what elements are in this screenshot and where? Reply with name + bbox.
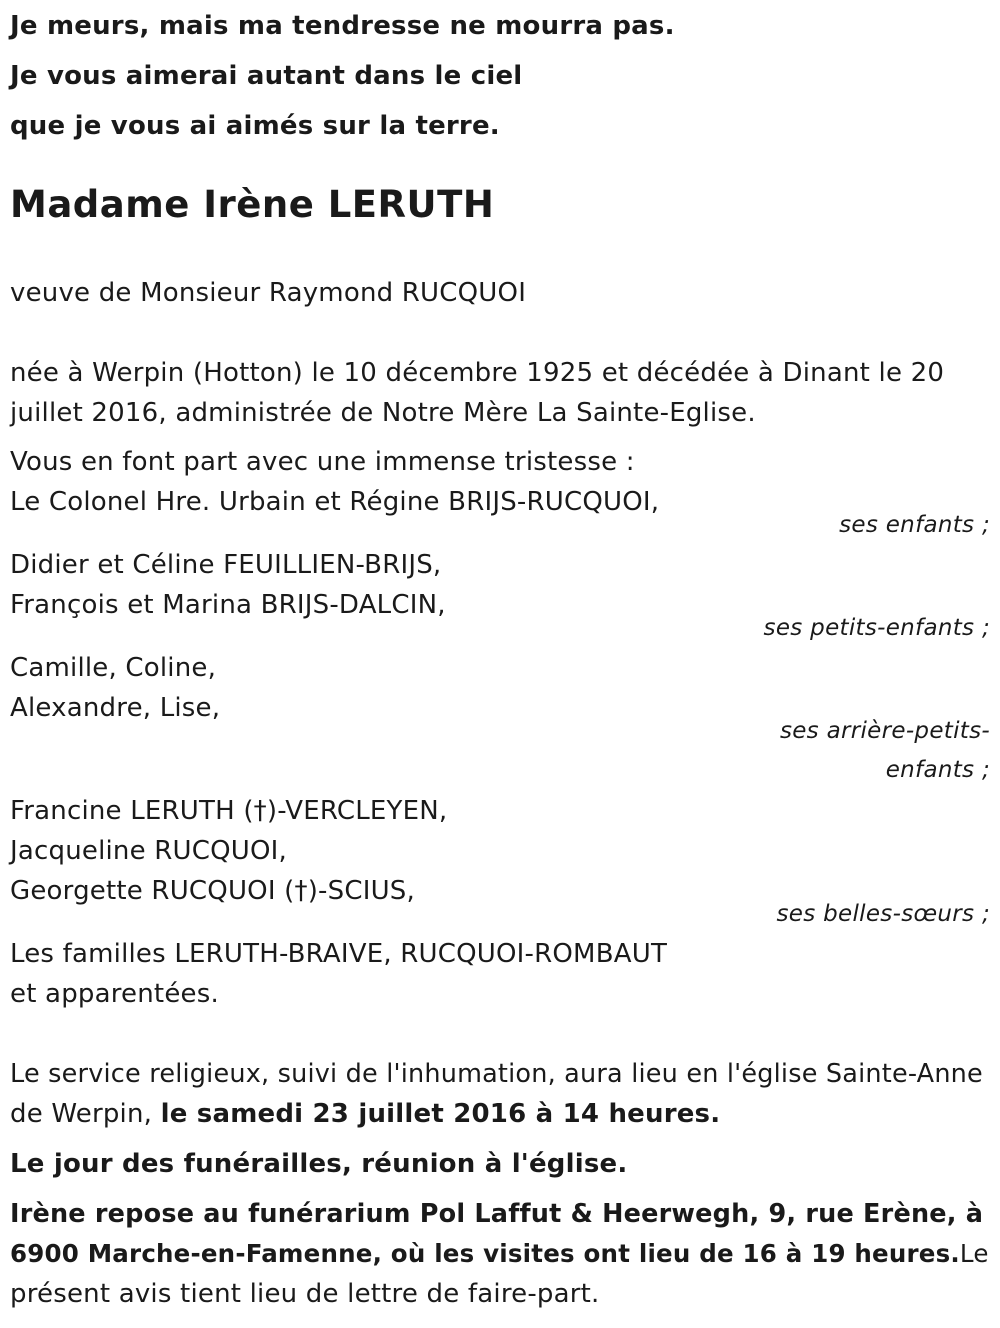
families-line-1: Les familles LERUTH-BRAIVE, RUCQUOI-ROMBAUT bbox=[10, 939, 668, 969]
poem-line-2: Je vous aimerai autant dans le ciel bbox=[10, 61, 523, 91]
birth-death-line-1: née à Werpin (Hotton) le 10 décembre 1925 et décédée à Dinant le 20 bbox=[10, 358, 945, 388]
grandchildren-role: ses petits-enfants ; bbox=[763, 615, 990, 641]
great-grandchildren-name-1: Camille, Coline, bbox=[10, 653, 217, 683]
funerarium-line-2 bbox=[10, 1234, 989, 1274]
reunion-line: Le jour des funérailles, réunion à l'église. bbox=[10, 1149, 628, 1179]
children-name: Le Colonel Hre. Urbain et Régine BRIJS-RUCQUOI, bbox=[10, 487, 660, 517]
sister-in-law-name-2: Jacqueline RUCQUOI, bbox=[10, 836, 288, 866]
service-line-1: Le service religieux, suivi de l'inhumation, aura lieu en l'église Sainte-Anne bbox=[10, 1059, 983, 1089]
families-line-2: et apparentées. bbox=[10, 979, 219, 1009]
grandchildren-name-2: François et Marina BRIJS-DALCIN, bbox=[10, 590, 446, 620]
sisters-in-law-role: ses belles-sœurs ; bbox=[776, 901, 990, 927]
children-role: ses enfants ; bbox=[839, 512, 990, 538]
sister-in-law-name-1: Francine LERUTH (†)-VERCLEYEN, bbox=[10, 796, 448, 826]
great-grandchildren-role-1: ses arrière-petits- bbox=[779, 718, 990, 744]
funerarium-line-1: Irène repose au funérarium Pol Laffut & Heerwegh, 9, rue Erène, à bbox=[10, 1199, 984, 1229]
poem-line-3: que je vous ai aimés sur la terre. bbox=[10, 111, 500, 141]
birth-death-line-2: juillet 2016, administrée de Notre Mère La Sainte-Eglise. bbox=[10, 398, 756, 428]
deceased-name: Madame Irène LERUTH bbox=[10, 183, 495, 226]
announcement-line: Vous en font part avec une immense tristesse : bbox=[10, 447, 635, 477]
poem-line-1: Je meurs, mais ma tendresse ne mourra pas. bbox=[10, 11, 675, 41]
funerarium-le: Le bbox=[959, 1239, 989, 1268]
funerarium-visits: 6900 Marche-en-Famenne, où les visites ont lieu de 16 à 19 heures. bbox=[10, 1239, 960, 1268]
great-grandchildren-role-2: enfants ; bbox=[885, 757, 990, 783]
grandchildren-name-1: Didier et Céline FEUILLIEN-BRIJS, bbox=[10, 550, 442, 580]
service-place: de Werpin, bbox=[10, 1099, 161, 1129]
widow-line: veuve de Monsieur Raymond RUCQUOI bbox=[10, 278, 527, 308]
funerarium-line-3: présent avis tient lieu de lettre de faire-part. bbox=[10, 1279, 600, 1309]
sister-in-law-name-3: Georgette RUCQUOI (†)-SCIUS, bbox=[10, 876, 415, 906]
great-grandchildren-name-2: Alexandre, Lise, bbox=[10, 693, 221, 723]
service-date: le samedi 23 juillet 2016 à 14 heures. bbox=[160, 1099, 721, 1129]
service-line-2 bbox=[10, 1094, 720, 1134]
